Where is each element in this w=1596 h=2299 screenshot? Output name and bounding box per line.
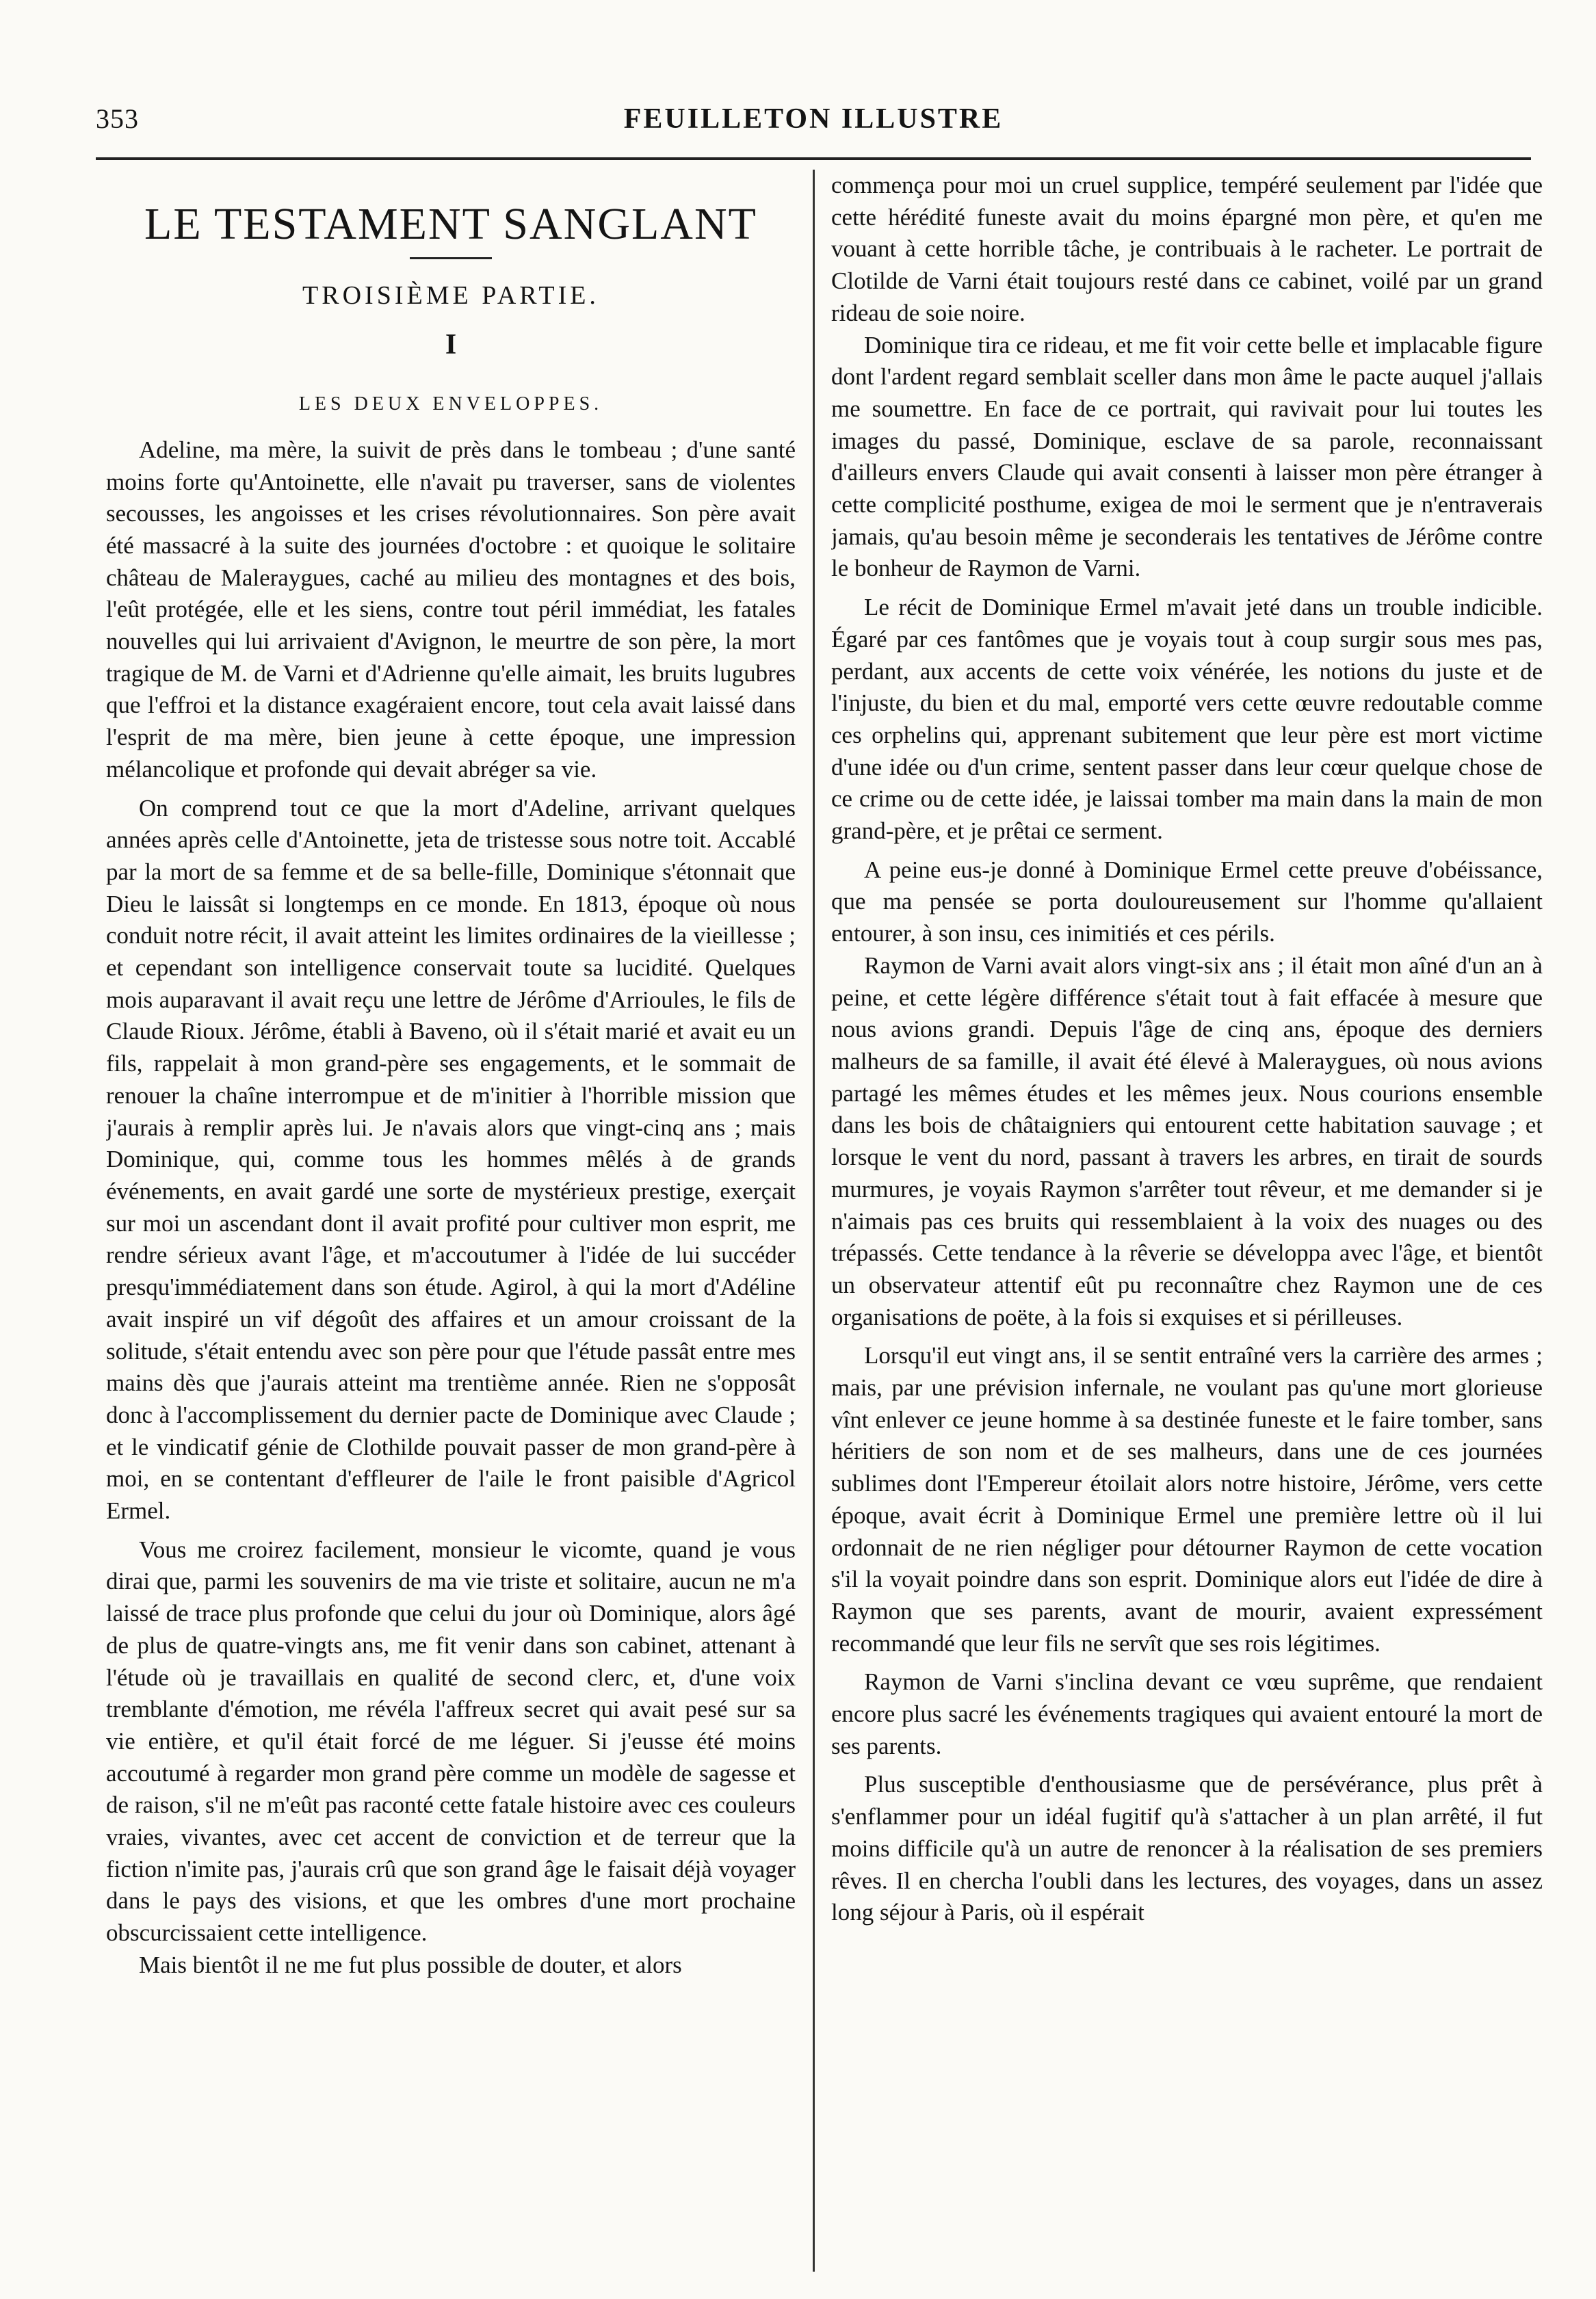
paragraph: Le récit de Dominique Ermel m'avait jeté dans un trouble indicible. Égaré par ces fantômes que je voyais tout à coup surgir sous mes pas, perdant, aux accents de cette voix vénérée, les notions du juste et de l'injuste, du bien et du mal, emporté vers cette œuvre redoutable comme ces orphelins qui, apprenant subitement que leur père est mort victime d'une idée ou d'un crime, sentent passer dans leur cœur quelque chose de ce crime ou de cette idée, je laissai tomber ma main dans la main de mon grand-père, et je prêtai ce serment. xyxy=(831,594,1543,845)
header-rule xyxy=(96,157,1531,160)
right-column xyxy=(831,170,1543,2265)
paragraph: Lorsqu'il eut vingt ans, il se sentit entraîné vers la carrière des armes ; mais, par une prévision infernale, ne voulant pas qu'une mort glorieuse vînt enlever ce jeune homme à sa destinée funeste et le faire tomber, sans héritiers de son nom et de ses malheurs, dans une de ces journées sublimes dont l'Empereur étoilait alors notre histoire, Jérôme, vers cette époque, avait écrit à Dominique Ermel une première lettre où il lui ordonnait de ne rien négliger pour détourner Raymon de cette vocation s'il la voyait poindre dans son esprit. Dominique alors eut l'idée de dire à Raymon que ses parents, avant de mourir, avaient expressément recommandé que leur fils ne servît que ses rois légitimes. xyxy=(831,1342,1543,1657)
column-divider xyxy=(813,170,815,2272)
paragraph: Vous me croirez facilement, monsieur le vicomte, quand je vous dirai que, parmi les souvenirs de ma vie triste et solitaire, aucun ne m'a laissé de trace plus profonde que celui du jour où Dominique, alors âgé de plus de quatre-vingts ans, me fit venir dans son cabinet, attenant à l'étude où je travaillais en qualité de second clerc, et, d'une voix tremblante d'émotion, me révéla l'affreux secret qui avait pesé sur sa vie entière, et qu'il était forcé de me léguer. Si j'eusse été moins accoutumé à regarder mon grand père comme un modèle de sagesse et de raison, s'il ne m'eût pas raconté cette fatale histoire avec ces couleurs vraies, vivantes, avec cet accent de conviction et de terreur que la fiction n'imite pas, j'aurais crû que son grand âge le faisait déjà voyager dans le pays des visions, et que les ombres d'une mort prochaine obscurcissaient cette intelligence. xyxy=(106,1536,796,1947)
paragraph: Plus susceptible d'enthousiasme que de persévérance, plus prêt à s'enflammer pour un idéal fugitif qu'à s'attacher à un plan arrêté, il fut moins difficile qu'à un autre de renoncer à la réalisation de ses premiers rêves. Il en chercha l'oubli dans les lectures, des voyages, dans un assez long séjour à Paris, où il espérait xyxy=(831,1771,1543,1926)
chapter-number: I xyxy=(445,329,457,361)
left-column xyxy=(106,174,796,2265)
paragraph: Dominique tira ce rideau, et me fit voir cette belle et implacable figure dont l'ardent regard semblait sceller dans mon âme le pacte auquel j'allais me soumettre. En face de ce portrait, qui ravivait pour lui toutes les images du passé, Dominique, esclave de sa parole, reconnaissant d'ailleurs envers Claude qui avait consenti à laisser mon père étranger à cette complicité posthume, exigea de moi le serment que je n'entraverais jamais, qu'au besoin même je seconderais les tentatives de Jérôme contre le bonheur de Raymon de Varni. xyxy=(831,331,1543,582)
paragraph: Adeline, ma mère, la suivit de près dans le tombeau ; d'une santé moins forte qu'Antoinette, elle n'avait pu traverser, sans de violentes secousses, les angoisses et les crises révolutionnaires. Son père avait été massacré à la suite des journées d'octobre : et quoique le solitaire château de Maleraygues, caché au milieu des montagnes et des bois, l'eût protégée, elle et les siens, contre tout péril immédiat, les fatales nouvelles qui lui arrivaient d'Avignon, le meurtre de son père, la mort tragique de M. de Varni et d'Adrienne qu'elle aimait, les bruits lugubres que l'effroi et la distance exagéraient encore, tout cela avait laissé dans l'esprit de ma mère, bien jeune à cette époque, une impression mélancolique et profonde qui devait abréger sa vie. xyxy=(106,436,796,783)
paragraph: On comprend tout ce que la mort d'Adeline, arrivant quelques années après celle d'Antoinette, jeta de tristesse sous notre toit. Accablé par la mort de sa femme et de sa belle-fille, Dominique s'étonnait que Dieu le laissât si longtemps en ce monde. En 1813, époque où nous conduit notre récit, il avait atteint les limites ordinaires de la vieillesse ; et cependant son intelligence conservait toute sa lucidité. Quelques mois auparavant il avait reçu une lettre de Jérôme d'Arrioules, le fils de Claude Rioux. Jérôme, établi à Baveno, où il s'était marié et avait eu un fils, rappelait à mon grand-père ses engagements, et le sommait de renouer la chaîne interrompue et de m'initier à l'horrible mission que j'aurais à remplir après lui. Je n'avais alors que vingt-cinq ans ; mais Dominique, qui, comme tous les hommes mêlés à de grands événements, en avait gardé une sorte de mystérieux prestige, exerçait sur moi un ascendant dont il avait profité pour cultiver mon esprit, me rendre sérieux avant l'âge, et m'accoutumer à l'idée de lui succéder presqu'immédiatement dans son étude. Agirol, à qui la mort d'Adéline avait inspiré un vif dégoût des affaires et un amour croissant de la solitude, s'était entendu avec son père pour que l'étude passât entre mes mains dès que j'aurais atteint ma trentième année. Rien ne s'opposât donc à l'accomplissement du dernier pacte de Dominique avec Claude ; et le vindicatif génie de Clothilde pouvait passer de mon grand-père à moi, en se contentant d'effleurer de l'aile le front paisible d'Agricol Ermel. xyxy=(106,794,796,1525)
paragraph: commença pour moi un cruel supplice, tempéré seulement par l'idée que cette hérédité funeste avait du moins épargné mon père, et qu'en me vouant à cette horrible tâche, je contribuais à le racheter. Le portrait de Clotilde de Varni était toujours resté dans ce cabinet, voilé par un grand rideau de soie noire. xyxy=(831,172,1543,326)
paragraph: Raymon de Varni avait alors vingt-six ans ; il était mon aîné d'un an à peine, et cette légère différence s'était tout à fait effacée à mesure que nous avions grandi. Depuis l'âge de cinq ans, époque des derniers malheurs de sa famille, il avait été élevé à Maleraygues, où nous avions partagé les mêmes études et les mêmes jeux. Nous courions ensemble dans les bois de châtaigniers qui entourent cette habitation sauvage ; et lorsque le vent du nord, passant à travers les arbres, en tirait de sourds murmures, je voyais Raymon s'arrêter tout rêveur, et me demander si je n'aimais pas ces bruits qui ressemblaient à la voix des nuages ou des trépassés. Cette tendance à la rêverie se développa avec l'âge, et bientôt un observateur attentif eût pu reconnaître chez Raymon une de ces organisations de poëte, à la fois si exquises et si périlleuses. xyxy=(831,951,1543,1330)
paragraph: Mais bientôt il ne me fut plus possible de douter, et alors xyxy=(139,1951,682,1978)
paragraph: A peine eus-je donné à Dominique Ermel cette preuve d'obéissance, que ma pensée se porta douloureusement sur l'homme qu'allaient entourer, à son insu, ces inimitiés et ces périls. xyxy=(831,856,1543,947)
title-rule xyxy=(410,257,492,259)
running-title: FEUILLETON ILLUSTRE xyxy=(623,103,1004,135)
chapter-title: LES DEUX ENVELOPPES. xyxy=(298,393,603,415)
page-header xyxy=(96,103,1531,144)
page-number: 353 xyxy=(96,103,139,134)
part-heading: TROISIÈME PARTIE. xyxy=(302,280,599,310)
paragraph: Raymon de Varni s'inclina devant ce vœu suprême, que rendaient encore plus sacré les événements tragiques qui avaient entouré la mort de ses parents. xyxy=(831,1668,1543,1759)
article-title: LE TESTAMENT SANGLANT xyxy=(144,199,757,249)
